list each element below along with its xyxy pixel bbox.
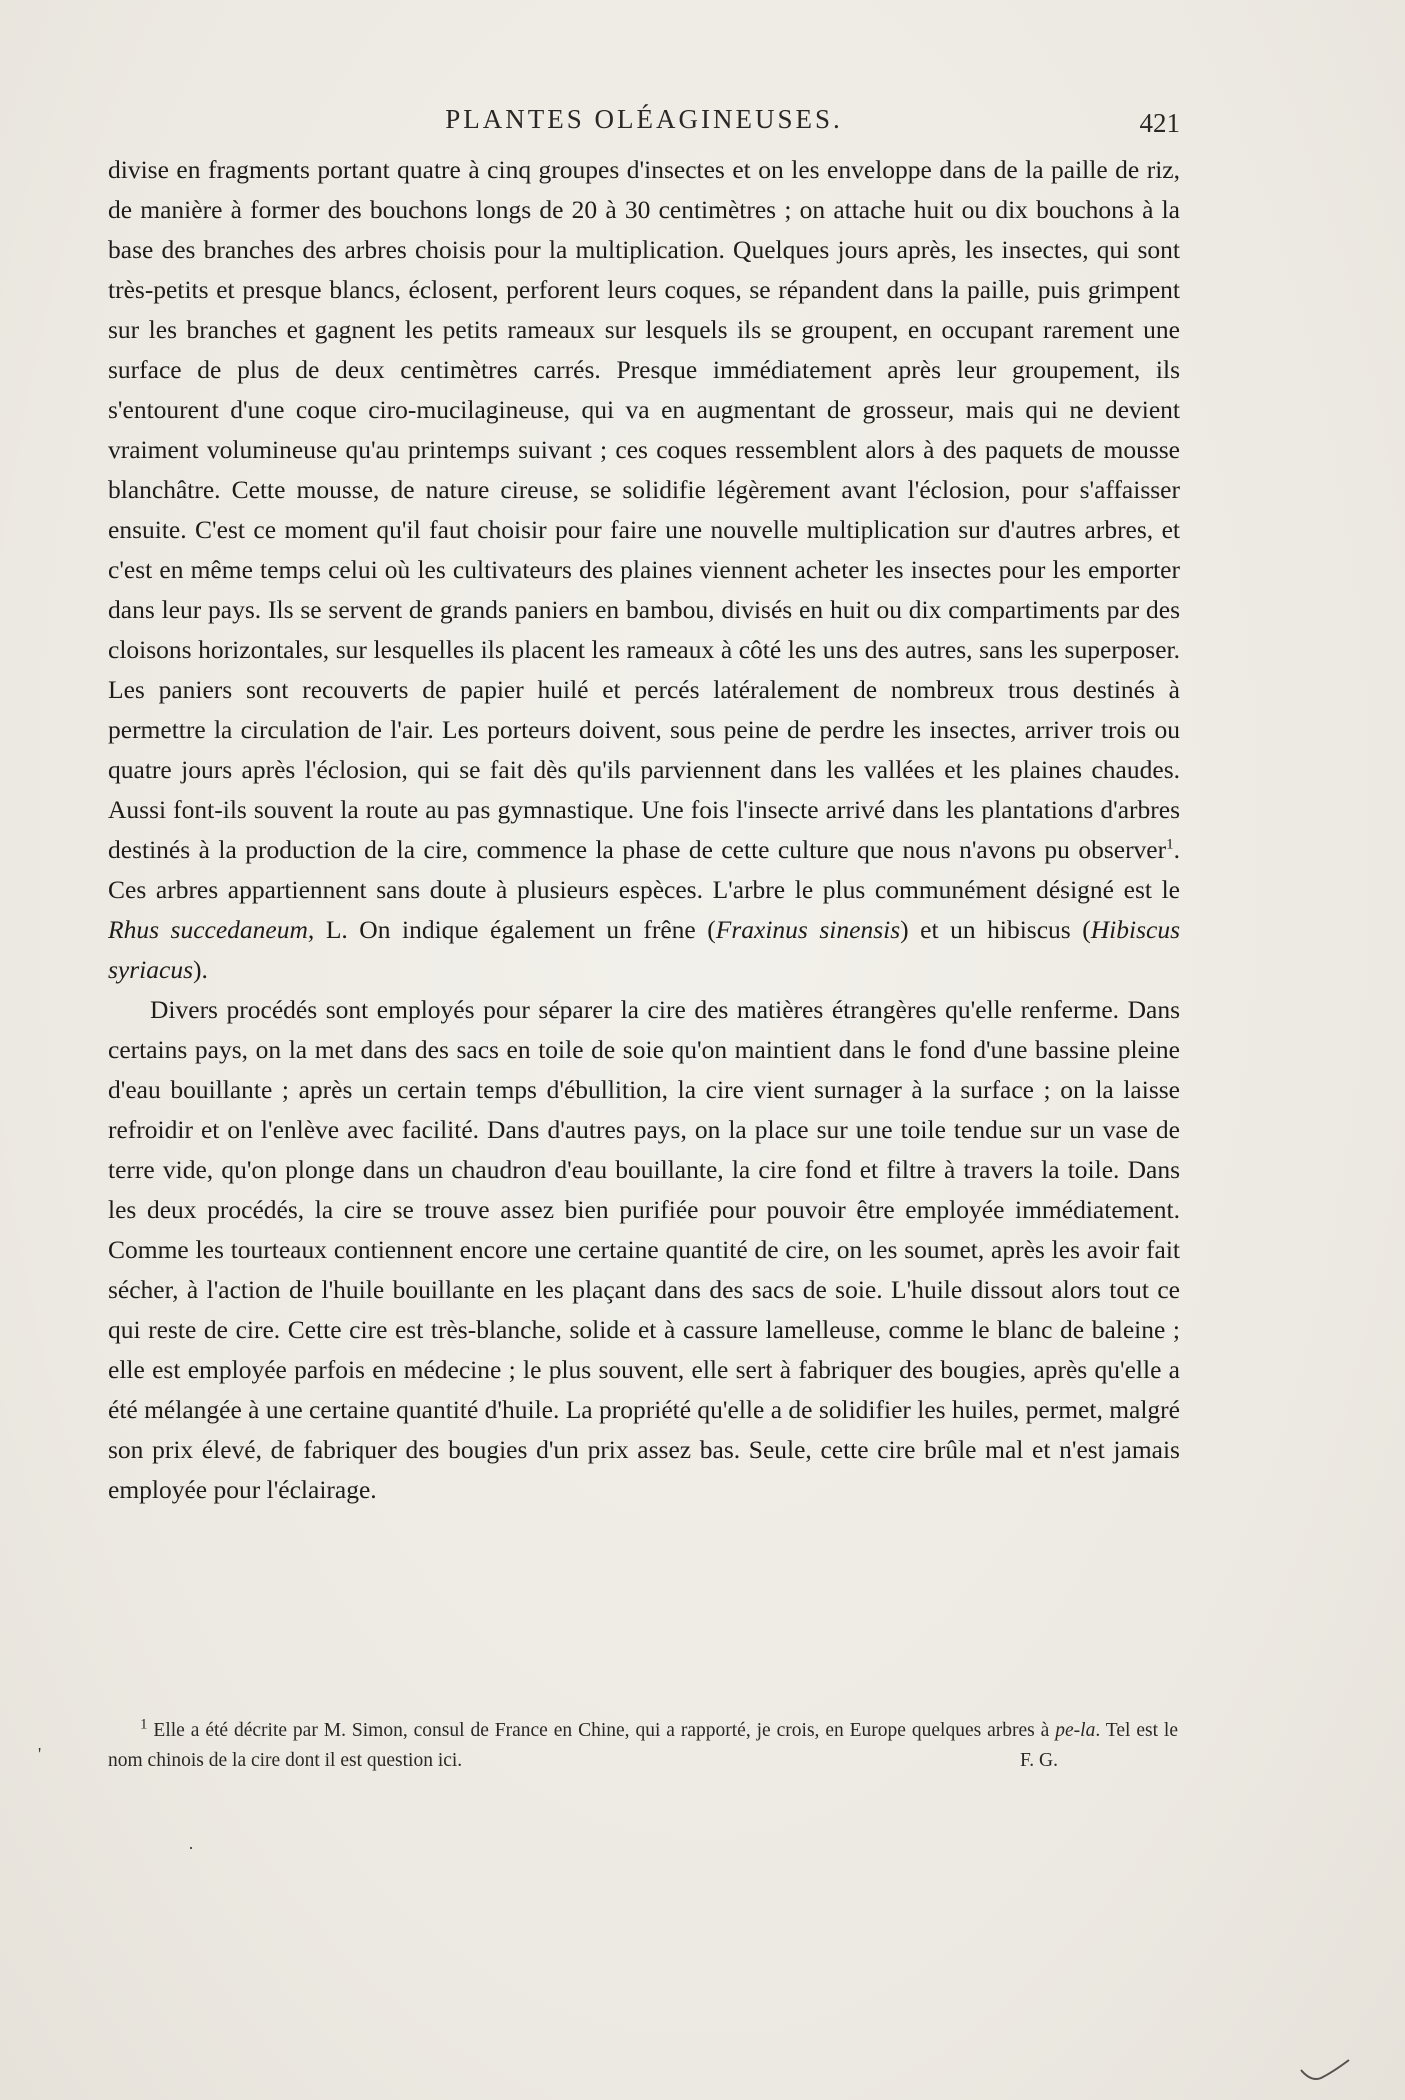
pencil-check-mark-icon	[1297, 2056, 1353, 2086]
page-number: 421	[1139, 108, 1180, 138]
footnote-reference: 1	[1166, 836, 1174, 853]
running-head: PLANTES OLÉAGINEUSES.	[445, 104, 843, 134]
stray-dot-mark: ·	[188, 1838, 194, 1858]
footnote-signature: F. G.	[1020, 1750, 1058, 1771]
species-name-fraxinus: Fraxinus sinensis	[715, 915, 901, 944]
footnote	[108, 1716, 1178, 1776]
body-text	[108, 150, 1180, 1510]
paragraph-1-text-1: divise en fragments portant quatre à cinq groupes d'insectes et on les enveloppe dans de la paille de riz, de manière à former des bouchons longs de 20 à 30 centimètres ; on attache huit ou dix bouchons à la base des branches des arbres choisis pour la multiplication. Quelques jours après, les insectes, qui sont très-petits et presque blancs, éclosent, perforent leurs coques, se répandent dans la paille, puis grimpent sur les branches et gagnent les petits rameaux sur lesquels ils se groupent, en occupant rarement une surface de plus de deux centimètres carrés. Presque immédiatement après leur groupement, ils s'entourent d'une coque ciro-mucilagineuse, qui va en augmentant de grosseur, mais qui ne devient vraiment volumineuse qu'au printemps suivant ; ces coques ressemblent alors à des paquets de mousse blanchâtre. Cette mousse, de nature cireuse, se solidifie légèrement avant l'éclosion, pour s'affaisser ensuite. C'est ce moment qu'il faut choisir pour faire une nouvelle multiplication sur d'autres arbres, et c'est en même temps celui où les cultivateurs des plaines viennent acheter les insectes pour les emporter dans leur pays. Ils se servent de grands paniers en bambou, divisés en huit ou dix compartiments par des cloisons horizontales, sur lesquelles ils placent les rameaux à côté les uns des autres, sans les superposer. Les paniers sont recouverts de papier huilé et percés latéralement de nombreux trous destinés à permettre la circulation de l'air. Les porteurs doivent, sous peine de perdre les insectes, arriver trois ou quatre jours après l'éclosion, qui se fait dès qu'ils parviennent dans les vallées et les plaines chaudes. Aussi font-ils souvent la route au pas gymnastique. Une fois l'insecte arrivé dans les plantations d'arbres destinés à la production de la cire, commence la phase de cette culture que nous n'avons pu observer	[108, 155, 1180, 864]
paragraph-1-text-3: L. On indique également un frêne (	[314, 915, 716, 944]
margin-tick-mark: '	[38, 1744, 42, 1764]
paragraph-1	[108, 150, 1180, 990]
paragraph-2: Divers procédés sont employés pour séparer la cire des matières étrangères qu'elle renferme. Dans certains pays, on la met dans des sacs en toile de soie qu'on maintient dans le fond d'une bassine pleine d'eau bouillante ; après un certain temps d'ébullition, la cire vient surnager à la surface ; on la laisse refroidir et on l'enlève avec facilité. Dans d'autres pays, on la place sur une toile tendue sur un vase de terre vide, qu'on plonge dans un chaudron d'eau bouillante, la cire fond et filtre à travers la toile. Dans les deux procédés, la cire se trouve assez bien purifiée pour pouvoir être employée immédiatement. Comme les tourteaux contiennent encore une certaine quantité de cire, on les soumet, après les avoir fait sécher, à l'action de l'huile bouillante en les plaçant dans des sacs de soie. L'huile dissout alors tout ce qui reste de cire. Cette cire est très-blanche, solide et à cassure lamelleuse, comme le blanc de baleine ; elle est employée parfois en médecine ; le plus souvent, elle sert à fabriquer des bougies, après qu'elle a été mélangée à une certaine quantité d'huile. La propriété qu'elle a de solidifier les huiles, permet, malgré son prix élevé, de fabriquer des bougies d'un prix assez bas. Seule, cette cire brûle mal et n'est jamais employée pour l'éclairage.	[108, 995, 1180, 1504]
paragraph-1-text-4: ) et un hibiscus (	[900, 915, 1091, 944]
footnote-text-2: . Tel est le nom chinois de la cire dont il est question ici.	[108, 1720, 1178, 1771]
page-header	[108, 104, 1180, 144]
species-name-rhus: Rhus succedaneum,	[108, 915, 315, 944]
footnote-text	[108, 1716, 1178, 1776]
paragraph-1-text-5: ).	[193, 955, 208, 984]
footnote-text-1: Elle a été décrite par M. Simon, consul de France en Chine, qui a rapporté, je crois, en Europe quelques arbres à	[147, 1720, 1056, 1741]
footnote-term: pe-la	[1055, 1720, 1096, 1741]
paragraph-1-text-2: . Ces arbres appartiennent sans doute à plusieurs espèces. L'arbre le plus communément désigné est le	[108, 835, 1180, 904]
species-name-hibiscus: Hibiscus syriacus	[108, 915, 1180, 984]
footnote-mark: 1	[140, 1716, 148, 1733]
